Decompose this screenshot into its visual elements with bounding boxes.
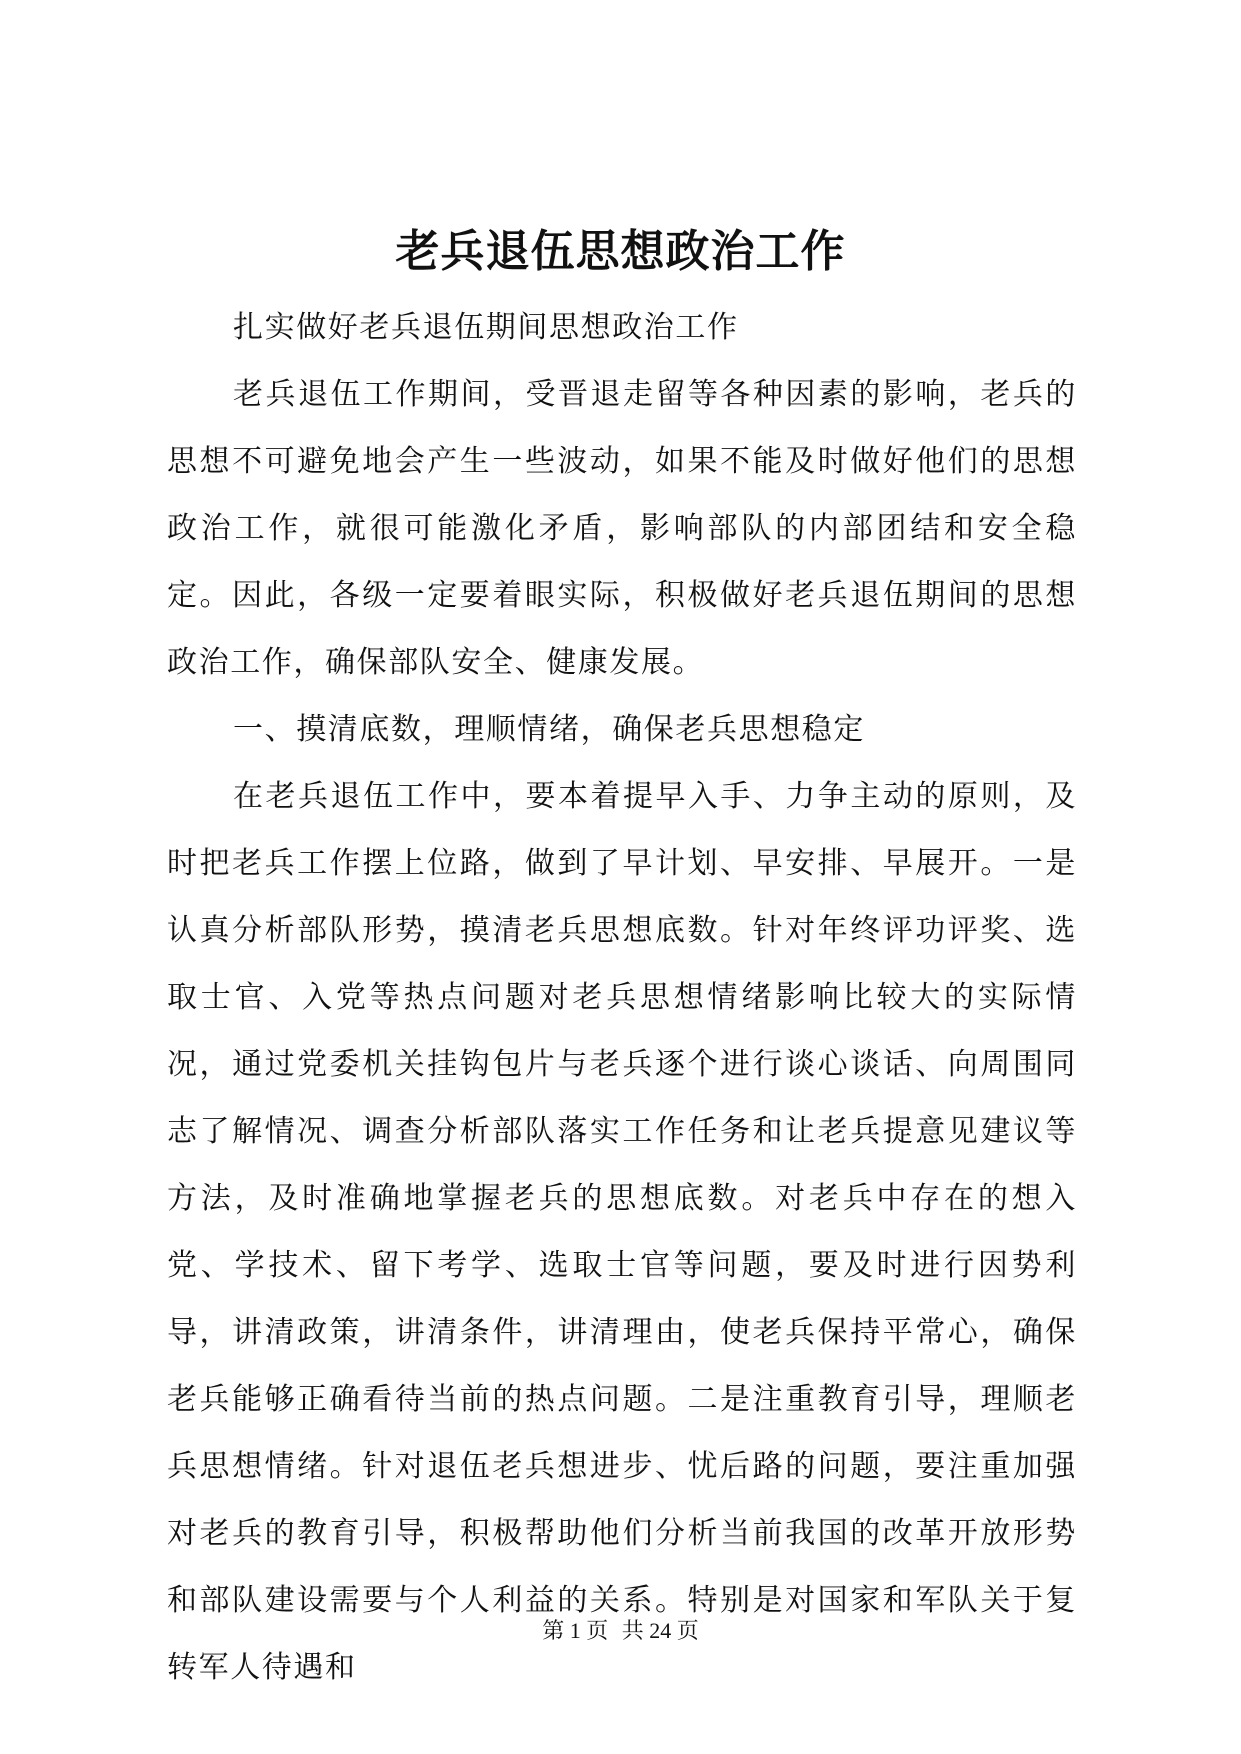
page-number: 第 1 页 (542, 1618, 609, 1643)
page-total: 共 24 页 (621, 1618, 699, 1643)
body-paragraph: 在老兵退伍工作中，要本着提早入手、力争主动的原则，及时把老兵工作摆上位路，做到了早计划、早安排、早展开。一是认真分析部队形势，摸清老兵思想底数。针对年终评功评奖、选取士官、入党等热点问题对老兵思想情绪影响比较大的实际情况，通过党委机关挂钩包片与老兵逐个进行谈心谈话、向周围同志了解情况、调查分析部队落实工作任务和让老兵提意见建议等方法，及时准确地掌握老兵的思想底数。对老兵中存在的想入党、学技术、留下考学、选取士官等问题，要及时进行因势利导，讲清政策，讲清条件，讲清理由，使老兵保持平常心，确保老兵能够正确看待当前的热点问题。二是注重教育引导，理顺老兵思想情绪。针对退伍老兵想进步、忧后路的问题，要注重加强对老兵的教育引导，积极帮助他们分析当前我国的改革开放形势和部队建设需要与个人利益的关系。特别是对国家和军队关于复转军人待遇和 (167, 779, 1077, 1685)
document-title: 老兵退伍思想政治工作 (395, 226, 846, 277)
document-body (167, 294, 1077, 1701)
page-footer (0, 1616, 1241, 1646)
intro-paragraph: 老兵退伍工作期间，受晋退走留等各种因素的影响，老兵的思想不可避免地会产生一些波动，如果不能及时做好他们的思想政治工作，就很可能激化矛盾，影响部队的内部团结和安全稳定。因此，各级一定要着眼实际，积极做好老兵退伍期间的思想政治工作，确保部队安全、健康发展。 (167, 377, 1077, 680)
subtitle-paragraph: 扎实做好老兵退伍期间思想政治工作 (233, 310, 739, 345)
section-heading: 一、摸清底数，理顺情绪，确保老兵思想稳定 (233, 712, 865, 747)
